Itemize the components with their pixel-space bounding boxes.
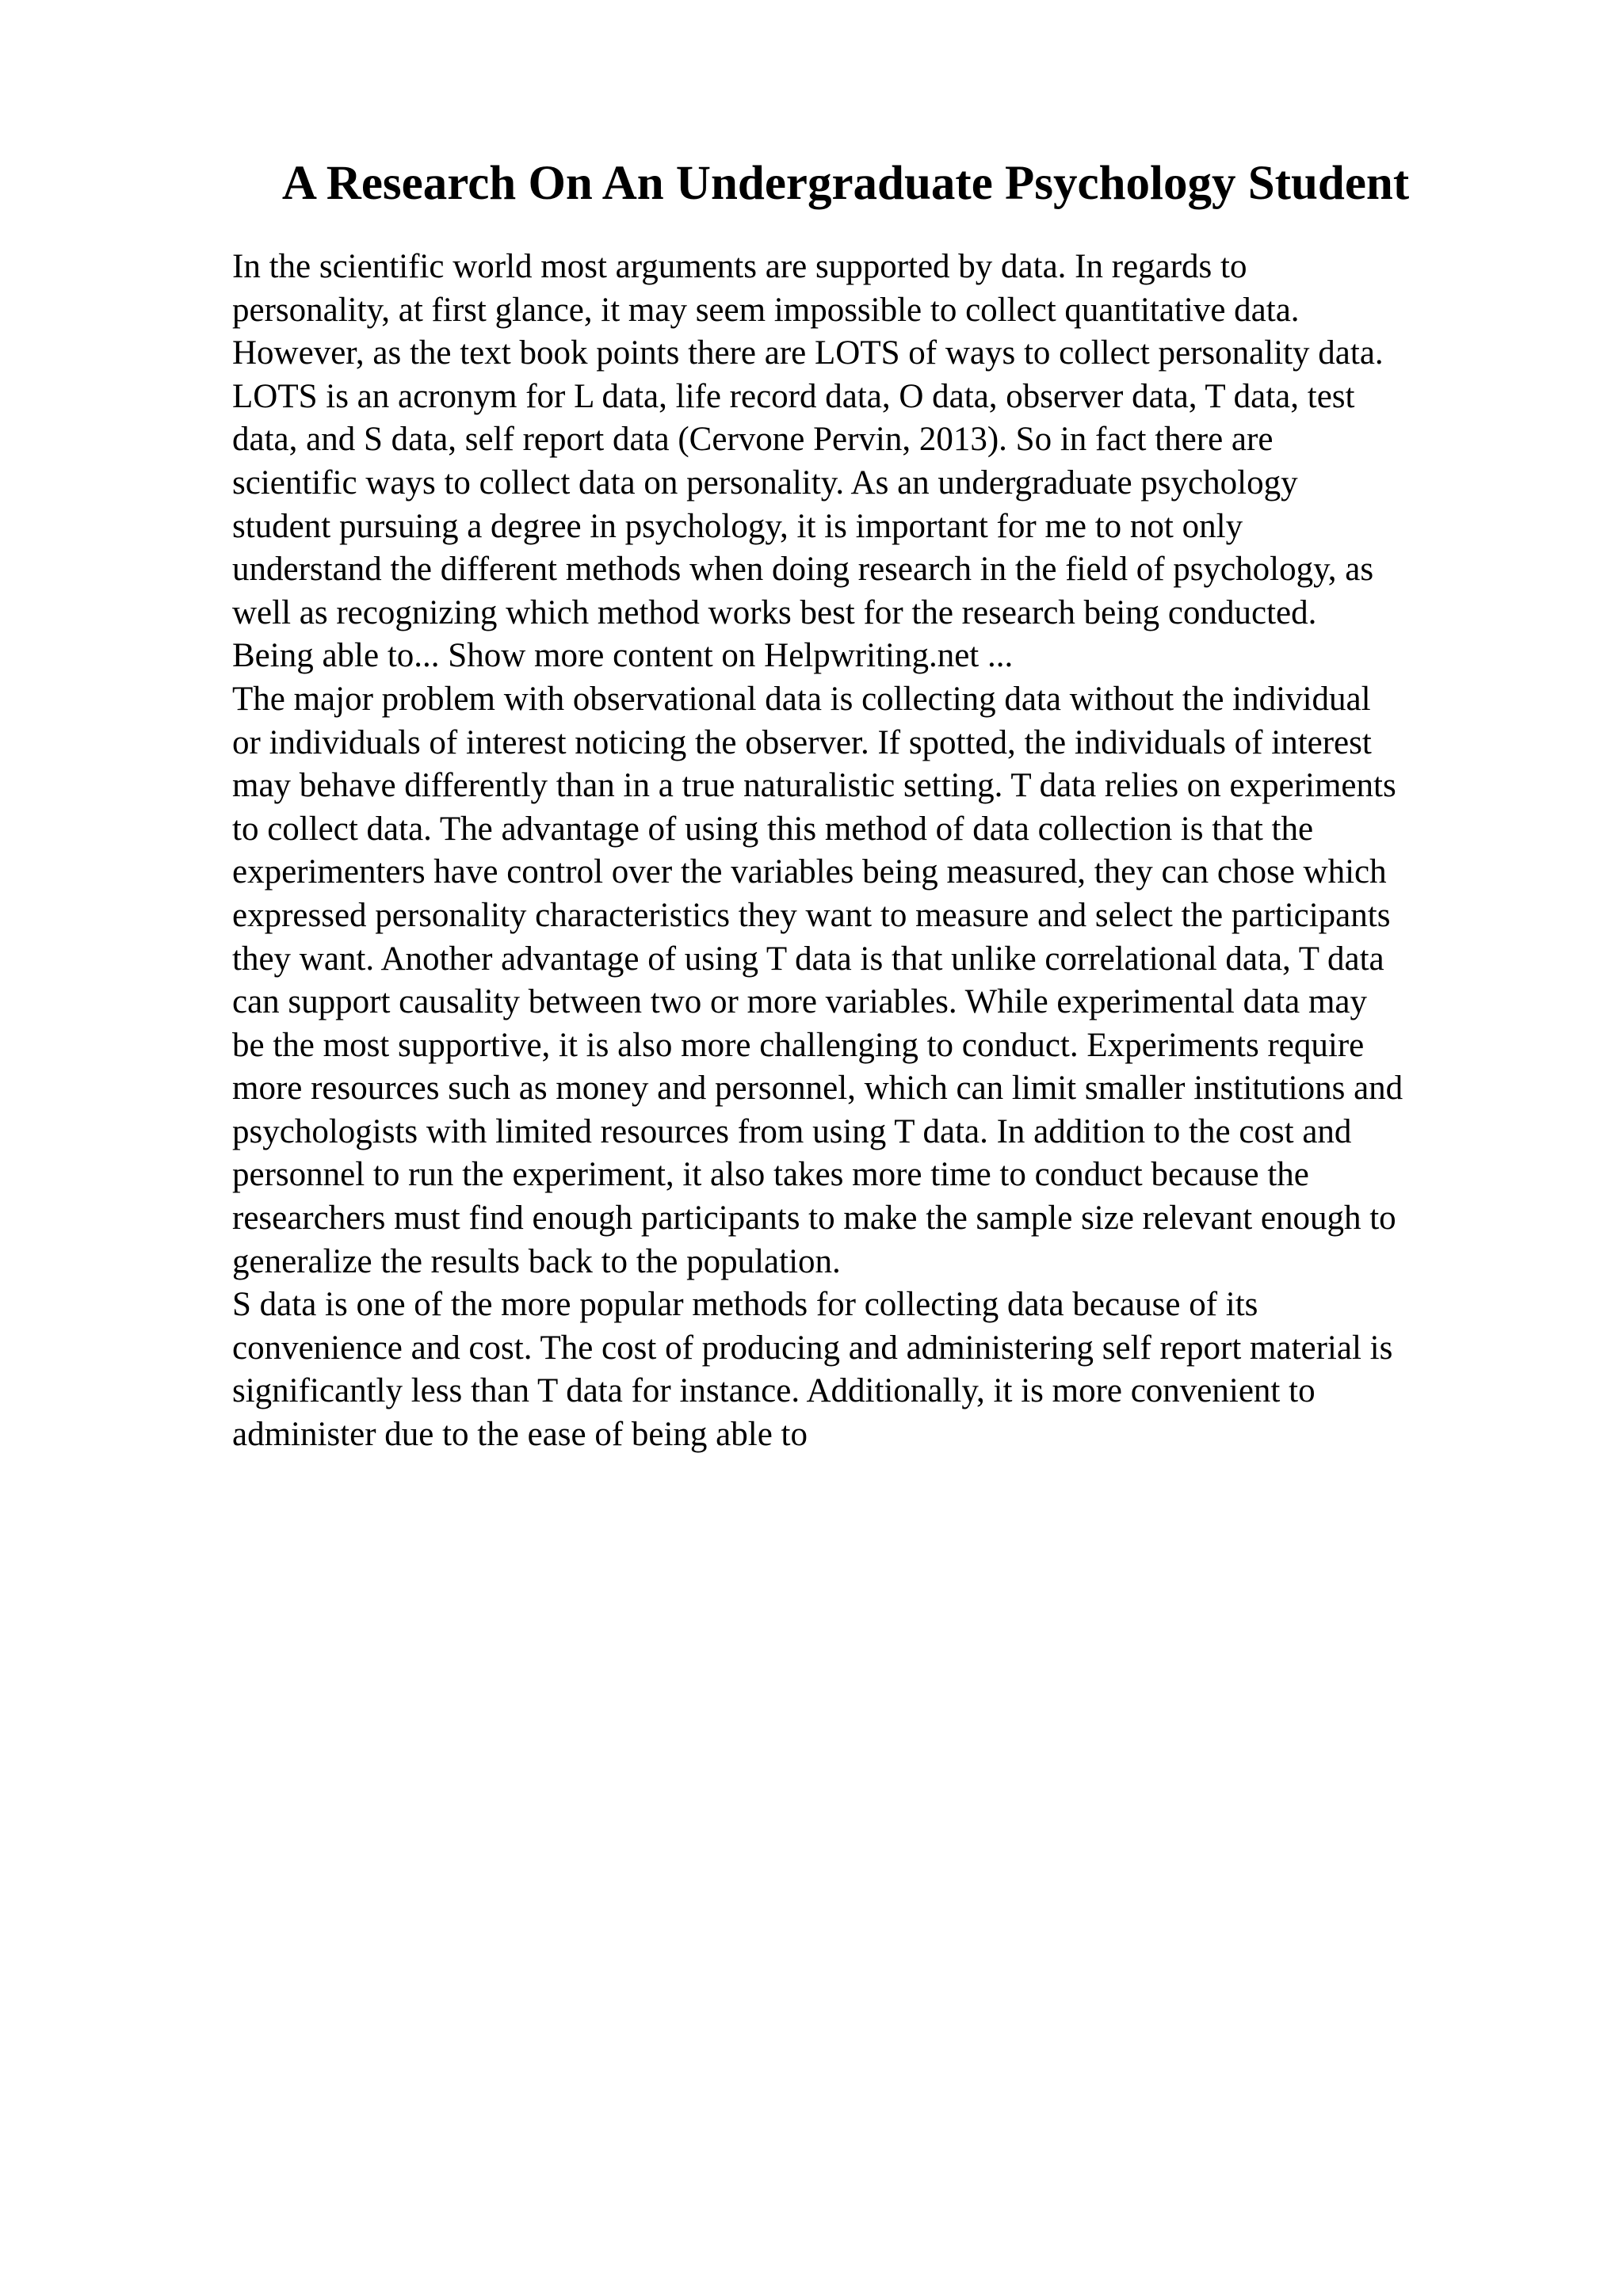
text-line: well as recognizing which method works best for the research being conducted.	[232, 593, 1317, 631]
text-line: generalize the results back to the population.	[232, 1242, 841, 1280]
text-line: more resources such as money and personnel, which can limit smaller institutions and	[232, 1070, 1403, 1108]
text-line: data, and S data, self report data (Cervone Pervin, 2013). So in fact there are	[232, 421, 1274, 459]
text-line: personnel to run the experiment, it also takes more time to conduct because the	[232, 1156, 1309, 1194]
text-line: understand the different methods when doing research in the field of psychology, as	[232, 551, 1374, 589]
text-line: In the scientific world most arguments are supported by data. In regards to	[232, 248, 1247, 285]
text-line: However, as the text book points there are LOTS of ways to collect personality data.	[232, 334, 1384, 372]
text-line: can support causality between two or more variables. While experimental data may	[232, 983, 1368, 1021]
text-line: researchers must find enough participants to make the sample size relevant enough to	[232, 1199, 1396, 1238]
text-line: administer due to the ease of being able to	[232, 1416, 808, 1454]
text-line: they want. Another advantage of using T data is that unlike correlational data, T data	[232, 940, 1384, 978]
text-line: may behave differently than in a true naturalistic setting. T data relies on experiments	[232, 767, 1396, 805]
text-line: student pursuing a degree in psychology, it is important for me to not only	[232, 507, 1243, 545]
paragraph-observational-data	[232, 678, 1516, 1283]
text-line: personality, at first glance, it may seem impossible to collect quantitative data.	[232, 291, 1300, 329]
text-line: S data is one of the more popular methods for collecting data because of its	[232, 1286, 1258, 1324]
text-line: experimenters have control over the variables being measured, they can chose which	[232, 853, 1387, 891]
text-line: psychologists with limited resources from using T data. In addition to the cost and	[232, 1112, 1352, 1150]
text-line: convenience and cost. The cost of producing and administering self report material is	[232, 1329, 1393, 1367]
text-line: be the most supportive, it is also more challenging to conduct. Experiments require	[232, 1026, 1365, 1064]
text-line: or individuals of interest noticing the observer. If spotted, the individuals of interest	[232, 723, 1372, 761]
text-line: Being able to... Show more content on Helpwriting.net ...	[232, 637, 1014, 675]
text-line: expressed personality characteristics they want to measure and select the participants	[232, 896, 1391, 934]
text-line: LOTS is an acronym for L data, life record data, O data, observer data, T data, test	[232, 377, 1355, 415]
document-body	[232, 246, 1516, 1457]
paragraph-self-report-data	[232, 1283, 1516, 1456]
paragraph-intro	[232, 246, 1516, 678]
text-line: significantly less than T data for instance. Additionally, it is more convenient to	[232, 1372, 1316, 1410]
text-line: scientific ways to collect data on personality. As an undergraduate psychology	[232, 463, 1298, 502]
document-title: A Research On An Undergraduate Psychology Student	[281, 157, 1410, 210]
text-line: The major problem with observational data is collecting data without the individual	[232, 680, 1371, 718]
text-line: to collect data. The advantage of using this method of data collection is that the	[232, 810, 1314, 848]
